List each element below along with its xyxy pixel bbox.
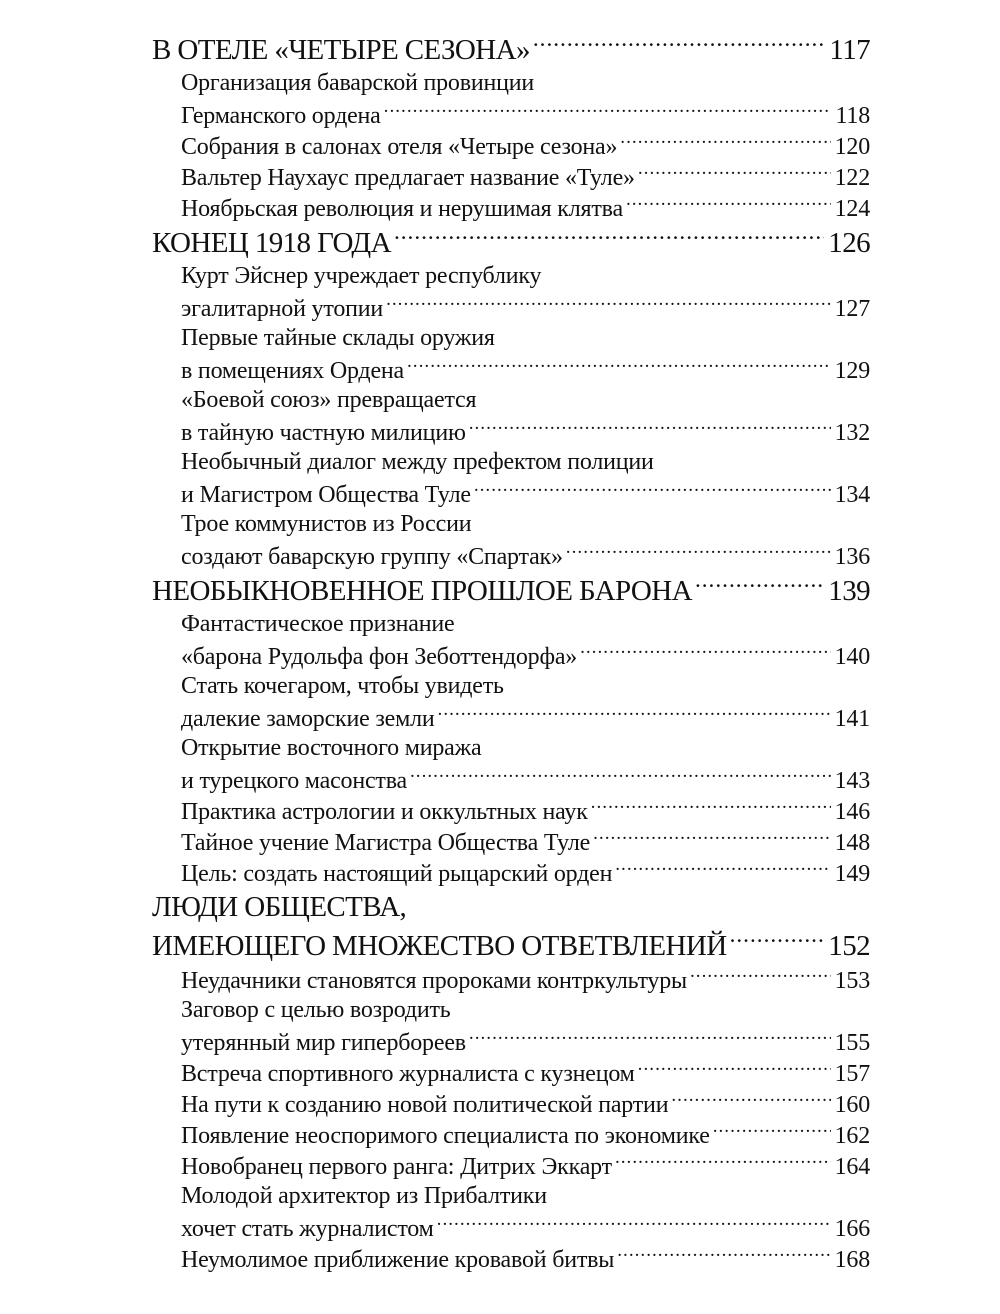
entry-page-number: 153 — [834, 968, 870, 994]
dot-leader — [617, 1243, 830, 1267]
entry-page-number: 155 — [834, 1030, 870, 1056]
toc-entry — [152, 1150, 870, 1181]
toc-entry — [152, 323, 870, 385]
dot-leader — [690, 964, 831, 988]
toc-entry — [152, 130, 870, 161]
entry-page-number: 162 — [834, 1123, 870, 1149]
dot-leader — [615, 1150, 831, 1174]
entry-line — [152, 1243, 870, 1274]
entry-title: Тайное учение Магистра Общества Туле — [181, 830, 591, 856]
toc-entry — [152, 795, 870, 826]
entry-title: Заговор с целью возродить — [181, 997, 451, 1023]
entry-title: Появление неоспоримого специалиста по экономике — [181, 1123, 710, 1149]
entry-line — [152, 826, 870, 857]
entry-line — [152, 192, 870, 223]
entry-title: Встреча спортивного журналиста с кузнецом — [181, 1061, 635, 1087]
entry-page-number: 136 — [834, 544, 870, 570]
entry-line — [152, 995, 870, 1026]
entry-line — [152, 68, 870, 99]
entry-line — [152, 478, 870, 509]
entry-title: «Боевой союз» превращается — [181, 387, 477, 413]
chapter-title-line — [152, 888, 870, 926]
toc-entry — [152, 1243, 870, 1274]
dot-leader — [469, 1026, 831, 1050]
entry-title: в тайную частную милицию — [181, 420, 466, 446]
dot-leader — [580, 640, 831, 664]
toc-entry — [152, 447, 870, 509]
chapter-title: ИМЕЮЩЕГО МНОЖЕСТВО ОТВЕТВЛЕНИЙ — [152, 930, 727, 962]
entry-line — [152, 99, 870, 130]
entry-page-number: 164 — [834, 1154, 870, 1180]
dot-leader — [474, 478, 831, 502]
entry-title: Собрания в салонах отеля «Четыре сезона» — [181, 134, 618, 160]
entry-line — [152, 764, 870, 795]
entry-line — [152, 385, 870, 416]
chapter-title: ЛЮДИ ОБЩЕСТВА, — [152, 891, 407, 923]
entry-title: Практика астрологии и оккультных наук — [181, 799, 588, 825]
entry-line — [152, 1181, 870, 1212]
entry-title: и Магистром Общества Туле — [181, 482, 471, 508]
entry-title: Организация баварской провинции — [181, 70, 535, 96]
entry-title: Фантастическое признание — [181, 611, 455, 637]
dot-leader — [407, 354, 831, 378]
entry-page-number: 149 — [834, 861, 870, 887]
dot-leader — [410, 764, 831, 788]
entry-title: Трое коммунистов из России — [181, 511, 472, 537]
entry-title: Неудачники становятся пророками контркультуры — [181, 968, 687, 994]
entry-page-number: 129 — [834, 358, 870, 384]
entry-line — [152, 161, 870, 192]
entry-title: Цель: создать настоящий рыцарский орден — [181, 861, 613, 887]
chapter-page-number: 139 — [828, 575, 870, 607]
chapter-title-line — [152, 30, 870, 68]
entry-page-number: 166 — [834, 1216, 870, 1242]
chapter-title: НЕОБЫКНОВЕННОЕ ПРОШЛОЕ БАРОНА — [152, 575, 692, 607]
toc-chapter — [152, 571, 870, 888]
entry-page-number: 122 — [834, 165, 870, 191]
chapter-title-line — [152, 926, 870, 964]
entry-title: Вальтер Наухаус предлагает название «Туле» — [181, 165, 635, 191]
entry-page-number: 134 — [834, 482, 870, 508]
entry-line — [152, 540, 870, 571]
toc-entry — [152, 68, 870, 130]
entry-title: Стать кочегаром, чтобы увидеть — [181, 673, 504, 699]
entry-line — [152, 261, 870, 292]
dot-leader — [615, 857, 830, 881]
toc-entry — [152, 995, 870, 1057]
entry-page-number: 157 — [834, 1061, 870, 1087]
toc-entry — [152, 609, 870, 671]
dot-leader — [384, 99, 832, 123]
entry-page-number: 146 — [834, 799, 870, 825]
toc-chapter — [152, 223, 870, 571]
entry-title: Неумолимое приближение кровавой битвы — [181, 1247, 615, 1273]
entry-title: «барона Рудольфа фон Зеботтендорфа» — [181, 644, 578, 670]
entry-line — [152, 964, 870, 995]
entry-title: утерянный мир гипербореев — [181, 1030, 466, 1056]
dot-leader — [638, 161, 831, 185]
entry-line — [152, 795, 870, 826]
chapter-page-number: 152 — [828, 930, 870, 962]
entry-line — [152, 702, 870, 733]
entry-title: Германского ордена — [181, 103, 381, 129]
dot-leader — [566, 540, 831, 564]
dot-leader — [626, 192, 831, 216]
entry-title: и турецкого масонства — [181, 768, 407, 794]
entry-title: далекие заморские земли — [181, 706, 435, 732]
toc-entry — [152, 385, 870, 447]
entry-line — [152, 130, 870, 161]
toc-entry — [152, 1088, 870, 1119]
entry-title: Курт Эйснер учреждает республику — [181, 263, 542, 289]
dot-leader — [695, 571, 824, 600]
chapter-title: В ОТЕЛЕ «ЧЕТЫРЕ СЕЗОНА» — [152, 34, 530, 66]
entry-line — [152, 509, 870, 540]
chapter-title-line — [152, 571, 870, 609]
toc-entry — [152, 1057, 870, 1088]
toc-entry — [152, 509, 870, 571]
toc-entry — [152, 733, 870, 795]
entry-line — [152, 1150, 870, 1181]
entry-line — [152, 640, 870, 671]
dot-leader — [437, 1212, 831, 1236]
entry-page-number: 160 — [834, 1092, 870, 1118]
entry-page-number: 127 — [834, 296, 870, 322]
entry-line — [152, 671, 870, 702]
entry-line — [152, 416, 870, 447]
entry-line — [152, 857, 870, 888]
entry-line — [152, 733, 870, 764]
dot-leader — [386, 292, 831, 316]
toc-entry — [152, 261, 870, 323]
entry-line — [152, 609, 870, 640]
entry-page-number: 132 — [834, 420, 870, 446]
entry-title: создают баварскую группу «Спартак» — [181, 544, 563, 570]
toc-chapter — [152, 888, 870, 1274]
entry-title: Молодой архитектор из Прибалтики — [181, 1183, 547, 1209]
toc-entry — [152, 826, 870, 857]
entry-line — [152, 1026, 870, 1057]
entry-title: Ноябрьская революция и нерушимая клятва — [181, 196, 623, 222]
chapter-title-line — [152, 223, 870, 261]
toc-entry — [152, 161, 870, 192]
dot-leader — [620, 130, 830, 154]
entry-line — [152, 354, 870, 385]
entry-page-number: 140 — [834, 644, 870, 670]
chapter-title: КОНЕЦ 1918 ГОДА — [152, 227, 391, 259]
entry-title: Новобранец первого ранга: Дитрих Эккарт — [181, 1154, 612, 1180]
toc-chapter — [152, 30, 870, 223]
dot-leader — [713, 1119, 831, 1143]
dot-leader — [638, 1057, 831, 1081]
entry-title: эгалитарной утопии — [181, 296, 384, 322]
entry-line — [152, 1088, 870, 1119]
table-of-contents — [152, 30, 870, 1274]
entry-line — [152, 292, 870, 323]
entry-line — [152, 447, 870, 478]
chapter-page-number: 117 — [829, 34, 870, 66]
dot-leader — [533, 30, 826, 59]
dot-leader — [730, 926, 825, 955]
dot-leader — [593, 826, 830, 850]
entry-title: хочет стать журналистом — [181, 1216, 434, 1242]
entry-page-number: 168 — [834, 1247, 870, 1273]
entry-page-number: 120 — [834, 134, 870, 160]
toc-entry — [152, 1181, 870, 1243]
dot-leader — [671, 1088, 830, 1112]
entry-title: Первые тайные склады оружия — [181, 325, 495, 351]
toc-entry — [152, 1119, 870, 1150]
chapter-page-number: 126 — [828, 227, 870, 259]
entry-line — [152, 1057, 870, 1088]
dot-leader — [438, 702, 831, 726]
dot-leader — [591, 795, 831, 819]
toc-entry — [152, 964, 870, 995]
entry-title: На пути к созданию новой политической партии — [181, 1092, 669, 1118]
entry-page-number: 148 — [834, 830, 870, 856]
entry-page-number: 118 — [835, 103, 870, 129]
entry-line — [152, 1212, 870, 1243]
entry-line — [152, 323, 870, 354]
dot-leader — [394, 223, 824, 252]
toc-entry — [152, 857, 870, 888]
entry-line — [152, 1119, 870, 1150]
entry-page-number: 124 — [834, 196, 870, 222]
toc-entry — [152, 192, 870, 223]
dot-leader — [469, 416, 831, 440]
entry-page-number: 141 — [834, 706, 870, 732]
entry-title: в помещениях Ордена — [181, 358, 404, 384]
entry-title: Необычный диалог между префектом полиции — [181, 449, 654, 475]
entry-title: Открытие восточного миража — [181, 735, 482, 761]
toc-entry — [152, 671, 870, 733]
entry-page-number: 143 — [834, 768, 870, 794]
